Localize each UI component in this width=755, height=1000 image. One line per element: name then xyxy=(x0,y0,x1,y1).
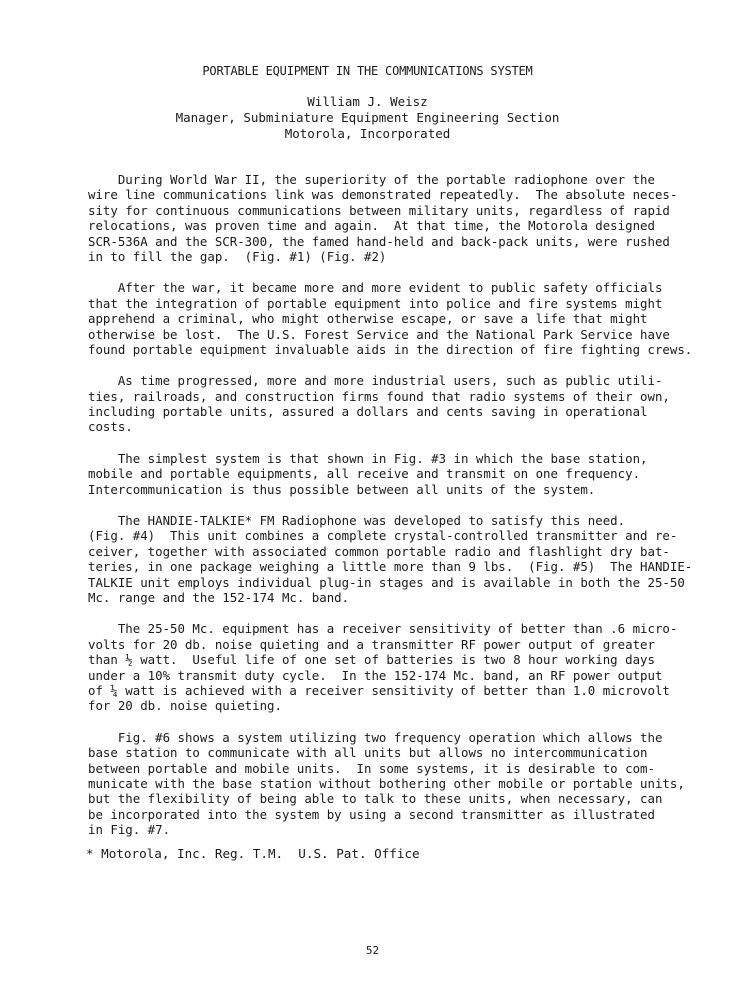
text-line: As time progressed, more and more industrial users, such as public utili- xyxy=(88,373,663,389)
text-line: between portable and mobile units. In some systems, it is desirable to com- xyxy=(88,760,655,776)
text-line: costs. xyxy=(88,419,133,435)
author-company: Motorola, Incorporated xyxy=(284,126,451,141)
text-line: in to fill the gap. (Fig. #1) (Fig. #2) xyxy=(88,248,387,264)
text-line: under a 10% transmit duty cycle. In the 152-174 Mc. band, an RF power output xyxy=(88,667,663,683)
footnote: * Motorola, Inc. Reg. T.M. U.S. Pat. Office xyxy=(86,846,420,861)
text-line: After the war, it became more and more evident to public safety officials xyxy=(88,280,663,296)
paragraph-7 xyxy=(88,730,698,838)
text-line: than ½ watt. Useful life of one set of batteries is two 8 hour working days xyxy=(88,652,655,668)
text-line: but the flexibility of being able to talk to these units, when necessary, can xyxy=(88,791,663,807)
text-line: sity for continuous communications between military units, regardless of rapid xyxy=(88,202,670,218)
text-line: ties, railroads, and construction firms found that radio systems of their own, xyxy=(88,388,670,404)
page-number: 52 xyxy=(365,944,380,957)
text-line: SCR-536A and the SCR-300, the famed hand-held and back-pack units, were rushed xyxy=(88,233,670,249)
author-name: William J. Weisz xyxy=(307,94,428,109)
text-line: Fig. #6 shows a system utilizing two frequency operation which allows the xyxy=(88,729,663,745)
text-line: The 25-50 Mc. equipment has a receiver sensitivity of better than .6 micro- xyxy=(88,621,678,637)
paragraph-4 xyxy=(88,451,698,497)
text-line: The HANDIE-TALKIE* FM Radiophone was developed to satisfy this need. xyxy=(88,513,626,529)
text-line: ceiver, together with associated common portable radio and flashlight dry bat- xyxy=(88,543,670,559)
text-line: base station to communicate with all units but allows no intercommunication xyxy=(88,745,648,761)
text-line: that the integration of portable equipment into police and fire systems might xyxy=(88,295,663,311)
byline xyxy=(0,94,735,142)
text-line: teries, in one package weighing a little more than 9 lbs. (Fig. #5) The HANDIE- xyxy=(88,559,693,575)
text-line: During World War II, the superiority of the portable radiophone over the xyxy=(88,172,655,187)
text-line: for 20 db. noise quieting. xyxy=(88,698,282,714)
text-line: Intercommunication is thus possible between all units of the system. xyxy=(88,481,596,497)
text-line: wire line communications link was demonstrated repeatedly. The absolute neces- xyxy=(88,187,678,203)
body-text xyxy=(88,172,698,853)
paragraph-2 xyxy=(88,280,698,357)
text-line: be incorporated into the system by using a second transmitter as illustrated xyxy=(88,806,655,822)
text-line: (Fig. #4) This unit combines a complete crystal-controlled transmitter and re- xyxy=(88,528,678,544)
text-line: including portable units, assured a dollars and cents saving in operational xyxy=(88,404,648,420)
text-line: volts for 20 db. noise quieting and a transmitter RF power output of greater xyxy=(88,636,655,652)
text-line: mobile and portable equipments, all receive and transmit on one frequency. xyxy=(88,466,641,482)
text-line: Mc. range and the 152-174 Mc. band. xyxy=(88,589,350,605)
author-position: Manager, Subminiature Equipment Engineering Section xyxy=(175,110,560,125)
paragraph-6 xyxy=(88,621,698,713)
text-line: TALKIE unit employs individual plug-in stages and is available in both the 25-50 xyxy=(88,574,685,590)
text-line: of ¼ watt is achieved with a receiver sensitivity of better than 1.0 microvolt xyxy=(88,682,670,698)
text-line: The simplest system is that shown in Fig. #3 in which the base station, xyxy=(88,450,648,466)
text-line: otherwise be lost. The U.S. Forest Service and the National Park Service have xyxy=(88,326,670,342)
text-line: found portable equipment invaluable aids in the direction of fire fighting crews. xyxy=(88,341,693,357)
text-line: apprehend a criminal, who might otherwise escape, or save a life that might xyxy=(88,311,648,327)
text-line: in Fig. #7. xyxy=(88,822,171,838)
text-line: relocations, was proven time and again. At that time, the Motorola designed xyxy=(88,218,655,234)
paragraph-1 xyxy=(88,172,698,264)
paragraph-5 xyxy=(88,513,698,605)
paragraph-3 xyxy=(88,373,698,435)
text-line: municate with the base station without bothering other mobile or portable units, xyxy=(88,775,685,791)
document-title: PORTABLE EQUIPMENT IN THE COMMUNICATIONS SYSTEM xyxy=(202,64,533,78)
